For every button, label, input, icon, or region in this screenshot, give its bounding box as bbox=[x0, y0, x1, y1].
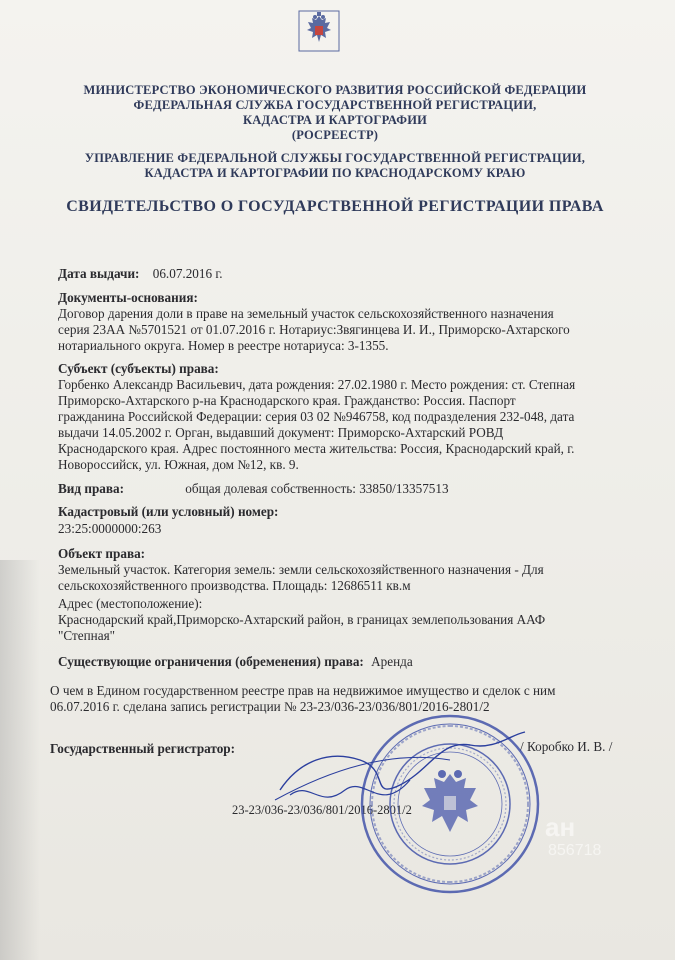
restrictions-row bbox=[58, 654, 628, 671]
object-line-3: Адрес (местоположение): bbox=[58, 596, 203, 611]
restrictions-value: Аренда bbox=[371, 654, 413, 669]
ministry-line-3: КАДАСТРА И КАРТОГРАФИИ bbox=[242, 113, 428, 127]
right-type-row bbox=[58, 481, 628, 498]
office-line-1: УПРАВЛЕНИЕ ФЕДЕРАЛЬНОЙ СЛУЖБЫ ГОСУДАРСТВЕННОЙ РЕГИСТРАЦИИ, bbox=[84, 151, 586, 165]
registrar-label: Государственный регистратор: bbox=[50, 741, 236, 756]
subject-line-5: Краснодарского края. Адрес постоянного места жительства: Россия, Краснодарский край, г. bbox=[58, 441, 575, 456]
russian-coat-of-arms-icon bbox=[296, 8, 342, 54]
registrar-name: / Коробко И. В. / bbox=[520, 739, 613, 754]
object-line-1: Земельный участок. Категория земель: земли сельскохозяйственного назначения - Для bbox=[58, 562, 544, 577]
object-line-5: "Степная" bbox=[58, 628, 116, 643]
restrictions-label: Существующие ограничения (обременения) права: bbox=[58, 654, 364, 669]
documents-line-3: нотариального округа. Номер в реестре нотариуса: 3-1355. bbox=[58, 338, 389, 353]
ministry-line-4: (РОСРЕЕСТР) bbox=[291, 128, 379, 142]
issue-date-row bbox=[58, 266, 628, 283]
documents-line-1: Договор дарения доли в праве на земельный участок сельскохозяйственного назначения bbox=[58, 306, 554, 321]
subject-label: Субъект (субъекты) права: bbox=[58, 361, 219, 376]
document-title: СВИДЕТЕЛЬСТВО О ГОСУДАРСТВЕННОЙ РЕГИСТРАЦИИ ПРАВА bbox=[66, 198, 604, 215]
cadastral-label: Кадастровый (или условный) номер: bbox=[58, 504, 279, 519]
issue-date-value: 06.07.2016 г. bbox=[152, 266, 223, 281]
footer-record-number: 23-23/036-23/036/801/2016-2801/2 bbox=[232, 803, 412, 817]
watermark-text: ан bbox=[545, 812, 576, 842]
ministry-line-1: МИНИСТЕРСТВО ЭКОНОМИЧЕСКОГО РАЗВИТИЯ РОССИЙСКОЙ ФЕДЕРАЦИИ bbox=[83, 83, 587, 97]
documents-line-2: серия 23АА №5701521 от 01.07.2016 г. Нотариус:Звягинцева И. И., Приморско-Ахтарского bbox=[58, 322, 570, 337]
subject-line-1: Горбенко Александр Васильевич, дата рождения: 27.02.1980 г. Место рождения: ст. Степная bbox=[58, 377, 576, 392]
subject-line-2: Приморско-Ахтарского р-на Краснодарского края. Гражданство: Россия. Паспорт bbox=[58, 393, 516, 408]
registrar-signature-icon bbox=[270, 730, 530, 830]
right-type-value: общая долевая собственность: 33850/13357513 bbox=[185, 481, 449, 496]
documents-label: Документы-основания: bbox=[58, 290, 198, 305]
cadastral-value: 23:25:0000000:263 bbox=[58, 521, 162, 536]
watermark-number: 856718 bbox=[548, 842, 602, 859]
object-label: Объект права: bbox=[58, 546, 146, 561]
subject-line-3: гражданина Российской Федерации: серия 03 02 №946758, код подразделения 232-048, дата bbox=[58, 409, 575, 424]
office-line-2: КАДАСТРА И КАРТОГРАФИИ ПО КРАСНОДАРСКОМУ КРАЮ bbox=[144, 166, 526, 180]
page-shadow bbox=[0, 560, 40, 960]
ministry-line-2: ФЕДЕРАЛЬНАЯ СЛУЖБА ГОСУДАРСТВЕННОЙ РЕГИСТРАЦИИ, bbox=[133, 98, 537, 112]
record-line-1: О чем в Едином государственном реестре прав на недвижимое имущество и сделок с ним bbox=[50, 683, 556, 698]
object-line-2: сельскохозяйственного производства. Площадь: 12686511 кв.м bbox=[58, 578, 411, 593]
record-line-2: 06.07.2016 г. сделана запись регистрации № 23-23/036-23/036/801/2016-2801/2 bbox=[50, 699, 490, 714]
object-line-4: Краснодарский край,Приморско-Ахтарский район, в границах землепользования ААФ bbox=[58, 612, 546, 627]
right-type-label: Вид права: bbox=[58, 481, 124, 496]
subject-line-6: Новороссийск, ул. Южная, дом №12, кв. 9. bbox=[58, 457, 299, 472]
subject-line-4: выдачи 14.05.2002 г. Орган, выдавший документ: Приморско-Ахтарский РОВД bbox=[58, 425, 504, 440]
issue-date-label: Дата выдачи: bbox=[58, 266, 140, 281]
